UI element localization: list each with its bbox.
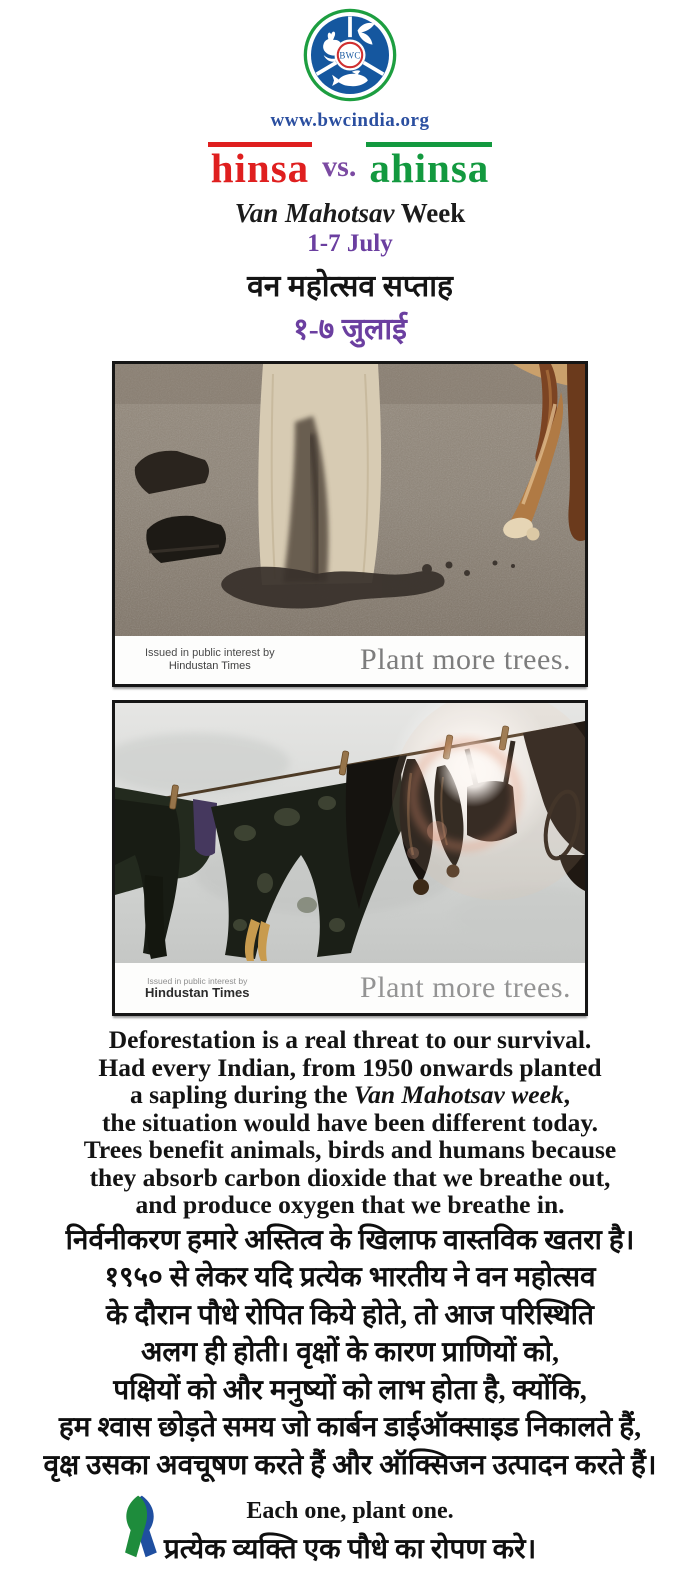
message-hindi — [0, 1222, 700, 1485]
body-text-line: the situation would have been different today. — [101, 1107, 599, 1137]
campaign-title — [0, 142, 700, 189]
ad-credit — [145, 647, 275, 673]
header-logo-area — [0, 0, 700, 132]
event-title-english — [0, 198, 700, 229]
ad-credit-line1: Issued in public interest by — [147, 976, 248, 986]
event-title-italic: Van Mahotsav — [234, 198, 395, 228]
footer-slogan-english: Each one, plant one. — [246, 1498, 454, 1524]
dog-back-leg — [567, 364, 585, 541]
ad-image-dog — [112, 361, 588, 687]
ad-caption-strip — [115, 636, 585, 684]
title-vs: vs. — [322, 150, 357, 183]
event-date-hindi: १-७ जुलाई — [293, 313, 407, 346]
ad-caption-strip — [115, 963, 585, 1013]
body-text-line-hi: १९५० से लेकर यदि प्रत्येक भारतीय ने वन महोत्सव — [104, 1262, 596, 1293]
body-text-line: Deforestation is a real threat to our survival. — [108, 1025, 592, 1054]
body-text-line: Trees benefit animals, birds and humans because — [83, 1135, 617, 1164]
ad-credit — [145, 976, 250, 1000]
title-ahinsa: ahinsa — [366, 142, 492, 189]
footer-slogan-hindi: प्रत्येक व्यक्ति एक पौधे का रोपण करे। — [163, 1534, 537, 1565]
body-text-line — [0, 1081, 700, 1109]
ad-credit-line2: Hindustan Times — [168, 660, 251, 672]
body-text-line: they absorb carbon dioxide that we breathe out, — [89, 1162, 611, 1192]
bats-clothesline-ad-photo — [115, 703, 585, 963]
body-text-line-hi: पक्षियों को और मनुष्यों को लाभ होता है, क्योंकि, — [113, 1374, 587, 1406]
body-text-line: and produce oxygen that we breathe in. — [135, 1190, 565, 1219]
event-title-rest: Week — [394, 198, 466, 228]
body-text-line-hi: अलग ही होती। वृक्षों के कारण प्राणियों को, — [141, 1337, 559, 1368]
ad-image-bats — [112, 700, 588, 1016]
footer — [0, 1490, 700, 1576]
body-text-line-hi: वृक्ष उसका अवचूषण करते हैं और ऑक्सिजन उत्पादन करते हैं। — [43, 1449, 657, 1481]
body-text-line-hi: हम श्वास छोड़ते समय जो कार्बन डाईऑक्साइड निकालते हैं, — [58, 1412, 642, 1443]
body-text-line: Had every Indian, from 1950 onwards planted — [98, 1052, 602, 1082]
logo-monogram: BWC — [339, 50, 361, 61]
body-text-line-hi: निर्वनीकरण हमारे अस्तित्व के खिलाफ वास्तविक खतरा है। — [65, 1224, 635, 1256]
dog-pee-ad-photo — [115, 364, 585, 636]
title-hinsa: hinsa — [208, 142, 312, 189]
bwc-logo — [303, 8, 397, 102]
site-url-link[interactable]: www.bwcindia.org — [270, 110, 430, 131]
ad-credit-line1: Issued in public interest by — [145, 647, 275, 659]
event-date-english: 1-7 July — [307, 230, 393, 257]
message-english — [0, 1026, 700, 1219]
awareness-ribbon-icon — [112, 1492, 168, 1572]
line3-pre: a sapling during the — [130, 1080, 354, 1109]
ad-credit-line2: Hindustan Times — [145, 985, 250, 1000]
ad-slogan: Plant more trees. — [360, 971, 571, 1004]
ad-slogan: Plant more trees. — [360, 643, 571, 676]
event-title-hindi: वन महोत्सव सप्ताह — [247, 270, 453, 303]
body-text-line-hi: के दौरान पौधे रोपित किये होते, तो आज परिस्थिति — [105, 1299, 595, 1331]
line3-post: , — [563, 1080, 570, 1109]
line3-italic: Van Mahotsav week — [353, 1080, 564, 1109]
